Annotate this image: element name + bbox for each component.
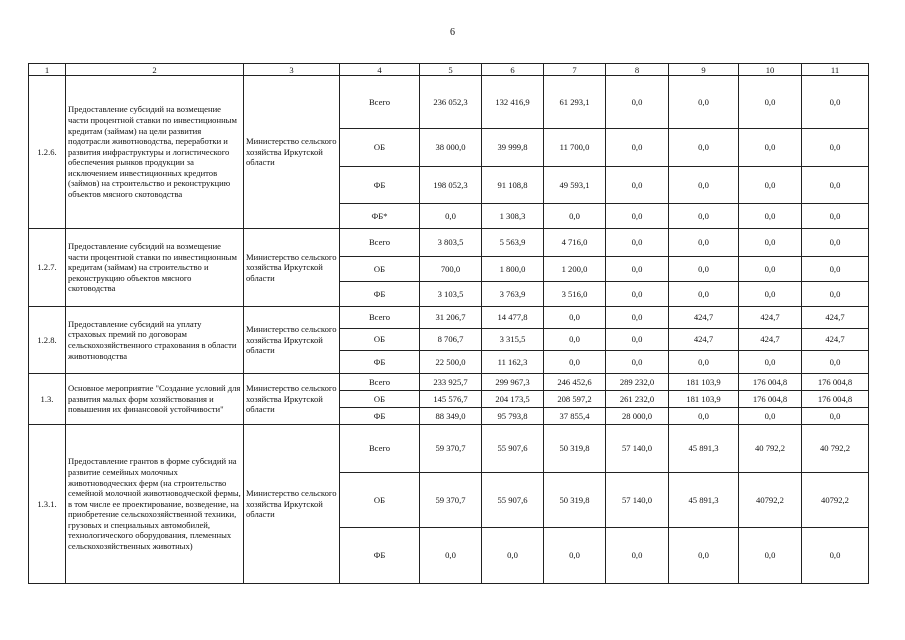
- amount-cell: 145 576,7: [420, 391, 482, 408]
- amount-cell: 50 319,8: [544, 473, 606, 528]
- amount-cell: 49 593,1: [544, 167, 606, 204]
- item-code: 1.2.6.: [29, 76, 66, 229]
- amount-cell: 3 103,5: [420, 282, 482, 307]
- amount-cell: 0,0: [739, 351, 802, 374]
- amount-cell: 0,0: [606, 129, 669, 167]
- amount-cell: 299 967,3: [482, 374, 544, 391]
- column-header: 1: [29, 64, 66, 76]
- responsible-executor: Министерство сельского хозяйства Иркутской области: [244, 374, 340, 425]
- amount-cell: 132 416,9: [482, 76, 544, 129]
- amount-cell: 0,0: [606, 257, 669, 282]
- funding-source: ФБ: [340, 408, 420, 425]
- amount-cell: 0,0: [739, 167, 802, 204]
- amount-cell: 4 716,0: [544, 229, 606, 257]
- funding-source: ОБ: [340, 129, 420, 167]
- amount-cell: 424,7: [739, 307, 802, 329]
- amount-cell: 0,0: [739, 229, 802, 257]
- funding-source: Всего: [340, 229, 420, 257]
- amount-cell: 0,0: [669, 167, 739, 204]
- amount-cell: 40792,2: [802, 473, 869, 528]
- funding-source: Всего: [340, 307, 420, 329]
- amount-cell: 0,0: [739, 282, 802, 307]
- funding-source: ФБ*: [340, 204, 420, 229]
- table-row: [29, 425, 869, 473]
- amount-cell: 3 763,9: [482, 282, 544, 307]
- amount-cell: 176 004,8: [739, 391, 802, 408]
- amount-cell: 40792,2: [739, 473, 802, 528]
- item-code: 1.2.8.: [29, 307, 66, 374]
- responsible-executor: Министерство сельского хозяйства Иркутской области: [244, 229, 340, 307]
- amount-cell: 0,0: [482, 528, 544, 584]
- amount-cell: 0,0: [420, 528, 482, 584]
- amount-cell: 0,0: [802, 351, 869, 374]
- amount-cell: 424,7: [802, 329, 869, 351]
- column-header: 5: [420, 64, 482, 76]
- column-header: 10: [739, 64, 802, 76]
- funding-source: ОБ: [340, 257, 420, 282]
- amount-cell: 0,0: [669, 351, 739, 374]
- funding-source: ОБ: [340, 329, 420, 351]
- amount-cell: 0,0: [669, 204, 739, 229]
- amount-cell: 88 349,0: [420, 408, 482, 425]
- amount-cell: 57 140,0: [606, 473, 669, 528]
- amount-cell: 246 452,6: [544, 374, 606, 391]
- page-number: 6: [450, 27, 455, 38]
- amount-cell: 39 999,8: [482, 129, 544, 167]
- amount-cell: 261 232,0: [606, 391, 669, 408]
- amount-cell: 40 792,2: [802, 425, 869, 473]
- amount-cell: 28 000,0: [606, 408, 669, 425]
- amount-cell: 0,0: [739, 408, 802, 425]
- amount-cell: 5 563,9: [482, 229, 544, 257]
- amount-cell: 0,0: [669, 76, 739, 129]
- amount-cell: 424,7: [669, 329, 739, 351]
- amount-cell: 45 891,3: [669, 473, 739, 528]
- amount-cell: 0,0: [669, 282, 739, 307]
- amount-cell: 0,0: [606, 307, 669, 329]
- amount-cell: 233 925,7: [420, 374, 482, 391]
- amount-cell: 61 293,1: [544, 76, 606, 129]
- budget-table: [28, 63, 869, 584]
- table-row: [29, 229, 869, 257]
- funding-source: ФБ: [340, 351, 420, 374]
- column-header: 6: [482, 64, 544, 76]
- amount-cell: 55 907,6: [482, 473, 544, 528]
- amount-cell: 0,0: [544, 351, 606, 374]
- amount-cell: 0,0: [669, 257, 739, 282]
- amount-cell: 22 500,0: [420, 351, 482, 374]
- amount-cell: 55 907,6: [482, 425, 544, 473]
- item-description: Основное мероприятие "Создание условий для развития малых форм хозяйствования и повышения их финансовой устойчивости": [66, 374, 244, 425]
- amount-cell: 0,0: [544, 204, 606, 229]
- amount-cell: 424,7: [669, 307, 739, 329]
- amount-cell: 31 206,7: [420, 307, 482, 329]
- table-row: [29, 374, 869, 391]
- column-header: 9: [669, 64, 739, 76]
- amount-cell: 3 315,5: [482, 329, 544, 351]
- amount-cell: 0,0: [544, 329, 606, 351]
- amount-cell: 0,0: [669, 129, 739, 167]
- amount-cell: 289 232,0: [606, 374, 669, 391]
- amount-cell: 11 700,0: [544, 129, 606, 167]
- item-code: 1.2.7.: [29, 229, 66, 307]
- amount-cell: 424,7: [802, 307, 869, 329]
- table-row: [29, 307, 869, 329]
- amount-cell: 0,0: [544, 307, 606, 329]
- amount-cell: 0,0: [739, 528, 802, 584]
- amount-cell: 0,0: [739, 76, 802, 129]
- amount-cell: 700,0: [420, 257, 482, 282]
- amount-cell: 0,0: [606, 76, 669, 129]
- amount-cell: 50 319,8: [544, 425, 606, 473]
- amount-cell: 424,7: [739, 329, 802, 351]
- amount-cell: 0,0: [669, 229, 739, 257]
- responsible-executor: Министерство сельского хозяйства Иркутской области: [244, 307, 340, 374]
- item-description: Предоставление грантов в форме субсидий на развитие семейных молочных животноводческих ферм (на строительство семейной молочной животноводческой фермы, в том числе ее проектирование, возведение, на приобретение сельскохозяйственной техники, грузовых и специальных автомобилей, технологического оборудования, племенных сельскохозяйственных животных): [66, 425, 244, 584]
- table-row: [29, 76, 869, 129]
- amount-cell: 91 108,8: [482, 167, 544, 204]
- amount-cell: 0,0: [802, 257, 869, 282]
- amount-cell: 14 477,8: [482, 307, 544, 329]
- item-description: Предоставление субсидий на возмещение части процентной ставки по инвестиционным кредитам (займам) на строительство и реконструкцию объектов мясного скотоводства: [66, 229, 244, 307]
- amount-cell: 0,0: [606, 229, 669, 257]
- amount-cell: 0,0: [606, 204, 669, 229]
- funding-source: ФБ: [340, 528, 420, 584]
- funding-source: Всего: [340, 374, 420, 391]
- amount-cell: 0,0: [606, 167, 669, 204]
- item-description: Предоставление субсидий на возмещение части процентной ставки по инвестиционным кредитам (займам) на цели развития подотрасли животноводства, переработки и развития инфраструктуры и логистического обеспечения рынков продукции за исключением инвестиционных кредитов (займов) на строительство и реконструкцию объектов мясного скотоводства: [66, 76, 244, 229]
- amount-cell: 0,0: [739, 204, 802, 229]
- amount-cell: 181 103,9: [669, 391, 739, 408]
- amount-cell: 204 173,5: [482, 391, 544, 408]
- amount-cell: 0,0: [420, 204, 482, 229]
- amount-cell: 0,0: [802, 129, 869, 167]
- item-description: Предоставление субсидий на уплату страховых премий по договорам сельскохозяйственного страхования в области животноводства: [66, 307, 244, 374]
- amount-cell: 0,0: [802, 282, 869, 307]
- amount-cell: 0,0: [669, 408, 739, 425]
- funding-source: ФБ: [340, 167, 420, 204]
- item-code: 1.3.1.: [29, 425, 66, 584]
- column-header: 4: [340, 64, 420, 76]
- amount-cell: 40 792,2: [739, 425, 802, 473]
- amount-cell: 57 140,0: [606, 425, 669, 473]
- amount-cell: 0,0: [802, 76, 869, 129]
- amount-cell: 45 891,3: [669, 425, 739, 473]
- item-code: 1.3.: [29, 374, 66, 425]
- amount-cell: 95 793,8: [482, 408, 544, 425]
- amount-cell: 8 706,7: [420, 329, 482, 351]
- column-header: 8: [606, 64, 669, 76]
- amount-cell: 37 855,4: [544, 408, 606, 425]
- column-header: 2: [66, 64, 244, 76]
- amount-cell: 0,0: [606, 528, 669, 584]
- amount-cell: 0,0: [802, 167, 869, 204]
- responsible-executor: Министерство сельского хозяйства Иркутской области: [244, 76, 340, 229]
- amount-cell: 59 370,7: [420, 425, 482, 473]
- amount-cell: 38 000,0: [420, 129, 482, 167]
- amount-cell: 0,0: [802, 408, 869, 425]
- amount-cell: 208 597,2: [544, 391, 606, 408]
- header-row: [29, 64, 869, 76]
- column-header: 3: [244, 64, 340, 76]
- funding-source: Всего: [340, 76, 420, 129]
- amount-cell: 1 200,0: [544, 257, 606, 282]
- amount-cell: 0,0: [802, 528, 869, 584]
- amount-cell: 176 004,8: [802, 391, 869, 408]
- amount-cell: 0,0: [544, 528, 606, 584]
- amount-cell: 176 004,8: [739, 374, 802, 391]
- amount-cell: 0,0: [739, 257, 802, 282]
- amount-cell: 3 803,5: [420, 229, 482, 257]
- responsible-executor: Министерство сельского хозяйства Иркутской области: [244, 425, 340, 584]
- amount-cell: 1 308,3: [482, 204, 544, 229]
- amount-cell: 236 052,3: [420, 76, 482, 129]
- amount-cell: 0,0: [669, 528, 739, 584]
- funding-source: ОБ: [340, 473, 420, 528]
- column-header: 7: [544, 64, 606, 76]
- amount-cell: 0,0: [606, 351, 669, 374]
- funding-source: ФБ: [340, 282, 420, 307]
- amount-cell: 0,0: [606, 329, 669, 351]
- amount-cell: 0,0: [606, 282, 669, 307]
- amount-cell: 176 004,8: [802, 374, 869, 391]
- funding-source: ОБ: [340, 391, 420, 408]
- funding-source: Всего: [340, 425, 420, 473]
- amount-cell: 0,0: [739, 129, 802, 167]
- amount-cell: 198 052,3: [420, 167, 482, 204]
- amount-cell: 1 800,0: [482, 257, 544, 282]
- amount-cell: 59 370,7: [420, 473, 482, 528]
- amount-cell: 0,0: [802, 204, 869, 229]
- column-header: 11: [802, 64, 869, 76]
- amount-cell: 181 103,9: [669, 374, 739, 391]
- amount-cell: 11 162,3: [482, 351, 544, 374]
- amount-cell: 3 516,0: [544, 282, 606, 307]
- amount-cell: 0,0: [802, 229, 869, 257]
